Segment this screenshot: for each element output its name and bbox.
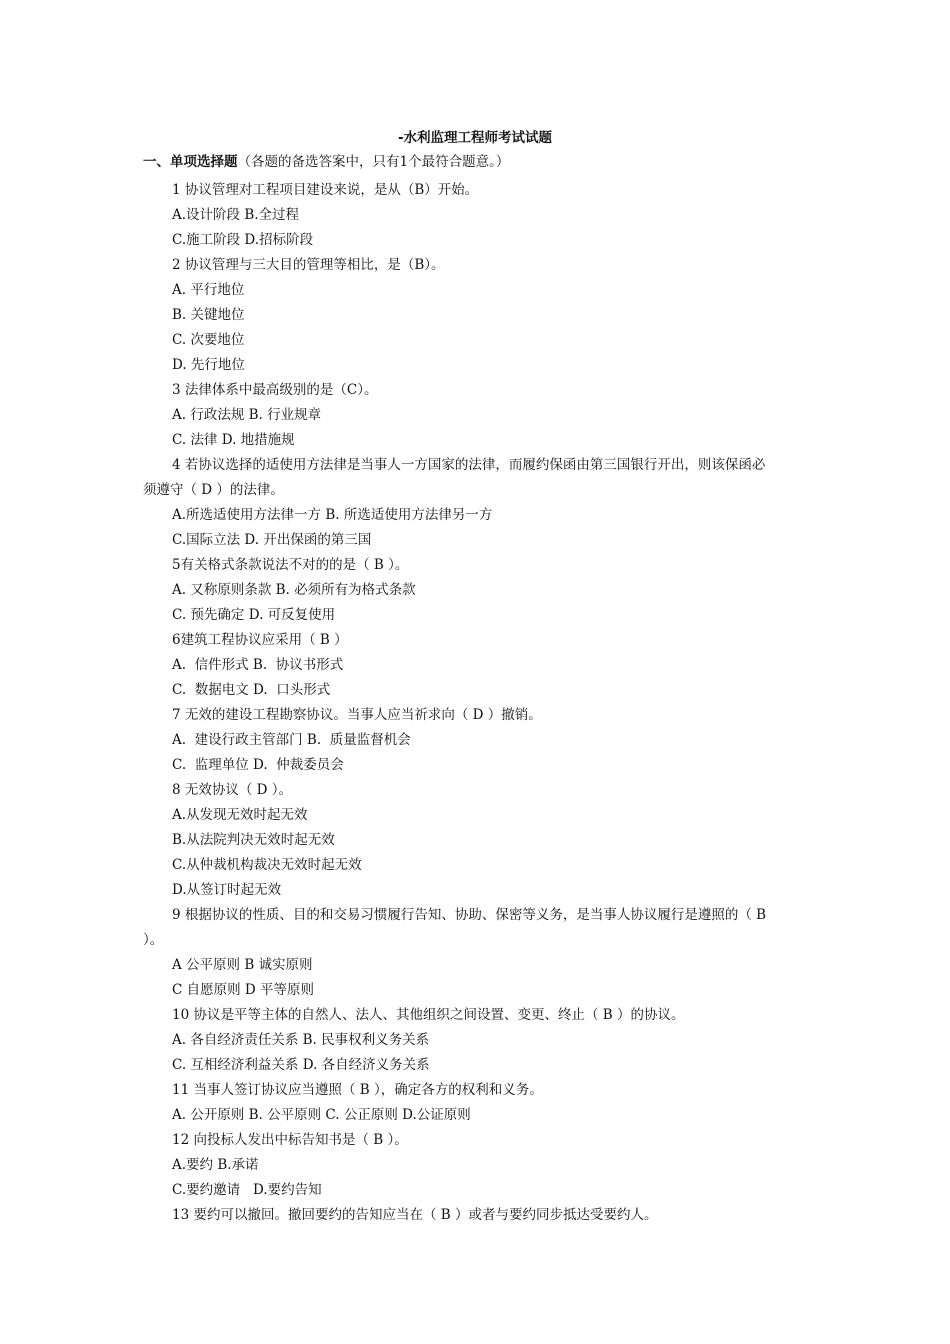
question-line: 9 根据协议的性质、目的和交易习惯履行告知、协助、保密等义务，是当事人协议履行是遵照的（ B bbox=[172, 907, 767, 923]
question-line: A.从发现无效时起无效 bbox=[172, 807, 308, 823]
question-line: C. 监理单位 D. 仲裁委员会 bbox=[172, 757, 344, 773]
question-line: A. 公开原则 B. 公平原则 C. 公正原则 D.公证原则 bbox=[172, 1107, 471, 1123]
question-line: D. 先行地位 bbox=[172, 357, 245, 373]
question-line: 须遵守（ D ）的法律。 bbox=[143, 482, 284, 498]
question-line: A. 信件形式 B. 协议书形式 bbox=[172, 657, 344, 673]
question-line: C. 互相经济利益关系 D. 各自经济义务关系 bbox=[172, 1057, 430, 1073]
question-line: 7 无效的建设工程勘察协议。当事人应当祈求向（ D ）撤销。 bbox=[172, 707, 542, 723]
question-line: C. 次要地位 bbox=[172, 332, 245, 348]
section-heading-label: 一、单项选择题 bbox=[143, 154, 238, 170]
question-line: C.要约邀请 D.要约告知 bbox=[172, 1182, 322, 1198]
question-line: ）。 bbox=[143, 932, 164, 948]
question-line: B.从法院判决无效时起无效 bbox=[172, 832, 335, 848]
question-lines bbox=[143, 178, 811, 1228]
question-line: A. 平行地位 bbox=[172, 282, 245, 298]
question-line: C. 法律 D. 地措施规 bbox=[172, 432, 295, 448]
section-heading bbox=[143, 152, 509, 172]
document-title: -水利监理工程师考试试题 bbox=[397, 130, 553, 146]
question-line: A. 又称原则条款 B. 必须所有为格式条款 bbox=[172, 582, 416, 598]
question-line: C.施工阶段 D.招标阶段 bbox=[172, 232, 314, 248]
question-line: C. 预先确定 D. 可反复使用 bbox=[172, 607, 336, 623]
question-line: A.要约 B.承诺 bbox=[172, 1157, 259, 1173]
question-line: 4 若协议选择的适使用方法律是当事人一方国家的法律，而履约保函由第三国银行开出，则该保函必 bbox=[172, 457, 766, 473]
question-line: 6建筑工程协议应采用（ B ） bbox=[172, 632, 348, 648]
question-line: 10 协议是平等主体的自然人、法人、其他组织之间设置、变更、终止（ B ）的协议。 bbox=[172, 1007, 685, 1023]
question-line: C.国际立法 D. 开出保函的第三国 bbox=[172, 532, 372, 548]
question-line: C. 数据电文 D. 口头形式 bbox=[172, 682, 331, 698]
question-line: 11 当事人签订协议应当遵照（ B ），确定各方的权利和义务。 bbox=[172, 1082, 543, 1098]
question-line: 1 协议管理对工程项目建设来说，是从（B）开始。 bbox=[172, 182, 479, 198]
question-line: C 自愿原则 D 平等原则 bbox=[172, 982, 315, 998]
question-line: A.所选适使用方法律一方 B. 所选适使用方法律另一方 bbox=[172, 507, 493, 523]
question-line: 2 协议管理与三大目的管理等相比，是（B）。 bbox=[172, 257, 445, 273]
question-line: A. 建设行政主管部门 B. 质量监督机会 bbox=[172, 732, 411, 748]
question-line: 12 向投标人发出中标告知书是（ B ）。 bbox=[172, 1132, 408, 1148]
question-line: 5有关格式条款说法不对的的是（ B ）。 bbox=[172, 557, 409, 573]
question-line: 8 无效协议（ D ）。 bbox=[172, 782, 293, 798]
question-line: 13 要约可以撤回。撤回要约的告知应当在（ B ）或者与要约同步抵达受要约人。 bbox=[172, 1207, 658, 1223]
question-line: A 公平原则 B 诚实原则 bbox=[172, 957, 313, 973]
question-line: D.从签订时起无效 bbox=[172, 882, 282, 898]
question-line: 3 法律体系中最高级别的是（C）。 bbox=[172, 382, 378, 398]
question-line: A. 各自经济责任关系 B. 民事权利义务关系 bbox=[172, 1032, 430, 1048]
question-line: C.从仲裁机构裁决无效时起无效 bbox=[172, 857, 362, 873]
question-line: B. 关键地位 bbox=[172, 307, 245, 323]
section-note: （各题的备选答案中，只有1个最符合题意。） bbox=[237, 154, 510, 170]
question-line: A. 行政法规 B. 行业规章 bbox=[172, 407, 322, 423]
question-line: A.设计阶段 B.全过程 bbox=[172, 207, 300, 223]
